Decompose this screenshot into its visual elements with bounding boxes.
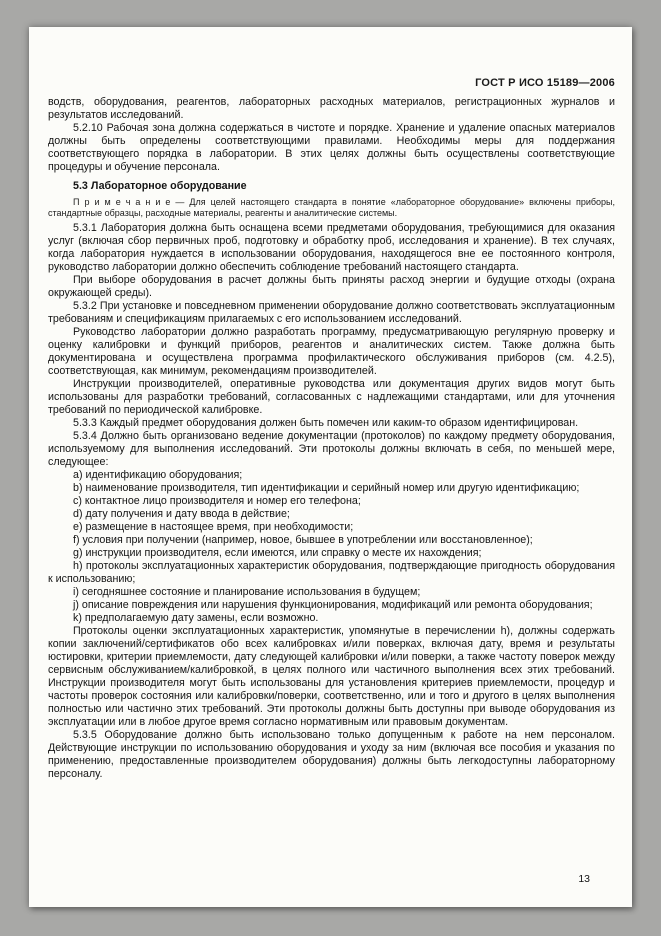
paragraph-performance-records: Протоколы оценки эксплуатационных характеристик, упомянутые в перечислении h), должны содержать копии заключений/сертификатов обо всех калибровках и/или поверках, включая дату, время и результаты юстировки, критерии приемлемости, дату следующей калибровки и/или поверки, а также частоту поверок между сервисным обслуживанием/калибровкой, в целях полного или частичного выполнения всех этих требований. Инструкции производителя могут быть использованы для установления критериев приемлемости, процедур и частоты проверок состояния или калибровки/поверки, соответственно, или и того и другого в целях выполнения полностью или частично этих требований. Эти протоколы должны быть доступны при выводе оборудования из эксплуатации или в любое другое время согласно нормативным или правовым документам.: [48, 625, 615, 728]
paragraph-5-3-4: 5.3.4 Должно быть организовано ведение документации (протоколов) по каждому предмету оборудования, используемому для выполнения исследований. Эти протоколы должны включать в себя, по меньшей мере, следующее:: [48, 430, 615, 468]
list-item-e: e) размещение в настоящее время, при необходимости;: [73, 521, 354, 533]
paragraph-equipment-selection: При выборе оборудования в расчет должны быть приняты расход энергии и будущие отходы (охрана окружающей среды).: [48, 274, 615, 299]
paragraph-intro-continuation: водств, оборудования, реагентов, лабораторных расходных материалов, регистрационных журналов и результатов исследований.: [48, 96, 615, 121]
heading-5-3: 5.3 Лабораторное оборудование: [73, 180, 247, 192]
list-item-d: d) дату получения и дату ввода в действие;: [73, 508, 290, 520]
page-number: 13: [578, 873, 590, 885]
paragraph-5-3-5: 5.3.5 Оборудование должно быть использовано только допущенным к работе на нем персоналом. Действующие инструкции по использованию оборудования и уходу за ним (включая все пособия и указания по применению, предоставленные производителем оборудования) должны быть легкодоступны лабораторному персоналу.: [48, 729, 615, 780]
paragraph-manufacturer-instructions: Инструкции производителей, оперативные руководства или документация других видов могут быть использованы для разработки требований, согласованных с надлежащими стандартами, или для уточнения требований по периодической калибровке.: [48, 378, 615, 416]
list-item-c: c) контактное лицо производителя и номер его телефона;: [73, 495, 361, 507]
paragraph-5-3-3: 5.3.3 Каждый предмет оборудования должен быть помечен или каким-то образом идентифицирован.: [73, 417, 579, 429]
document-page: [29, 27, 632, 907]
list-item-f: f) условия при получении (например, новое, бывшее в употреблении или восстановленное);: [73, 534, 533, 546]
paragraph-5-3-2: 5.3.2 При установке и повседневном применении оборудование должно соответствовать эксплуатационным требованиям и спецификациям прилагаемых с его использованием исследований.: [48, 300, 615, 325]
paragraph-5-2-10: 5.2.10 Рабочая зона должна содержаться в чистоте и порядке. Хранение и удаление опасных материалов должны быть определены соответствующими правилами. Необходимы меры для поддержания соответствующего порядка в лаборатории. В этих целях должны быть осуществлены соответствующие процедуры и обучение персонала.: [48, 122, 615, 173]
page-header: [48, 77, 615, 89]
list-item-a: a) идентификацию оборудования;: [73, 469, 243, 481]
list-item-h: h) протоколы эксплуатационных характеристик оборудования, подтверждающие пригодность оборудования к использованию;: [48, 560, 615, 585]
doc-code: ГОСТ Р ИСО 15189—2006: [475, 77, 615, 89]
list-item-k: k) предполагаемую дату замены, если возможно.: [73, 612, 319, 624]
list-item-g: g) инструкции производителя, если имеются, или справку о месте их нахождения;: [73, 547, 482, 559]
list-item-b: b) наименование производителя, тип идентификации и серийный номер или другую идентификацию;: [73, 482, 580, 494]
list-item-i: i) сегодняшнее состояние и планирование использования в будущем;: [73, 586, 421, 598]
paragraph-calibration-program: Руководство лаборатории должно разработать программу, предусматривающую регулярную проверку и оценку калибровки и функций приборов, реагентов и аналитических систем. Также должна быть документирована и осуществлена программа профилактического обслуживания приборов (см. 4.2.5), соответствующая, как минимум, рекомендациям производителей.: [48, 326, 615, 377]
page-content: [48, 96, 615, 781]
page-footer: [578, 873, 590, 885]
note-5-3: П р и м е ч а н и е — Для целей настоящего стандарта в понятие «лабораторное оборудование» включены приборы, стандартные образцы, расходные материалы, реагенты и аналитические системы.: [48, 197, 615, 218]
list-item-j: j) описание повреждения или нарушения функционирования, модификаций или ремонта оборудования;: [73, 599, 593, 611]
paragraph-5-3-1: 5.3.1 Лаборатория должна быть оснащена всеми предметами оборудования, требующимися для оказания услуг (включая сбор первичных проб, подготовку и обработку проб, исследования и хранение). В тех случаях, когда лаборатория нуждается в использовании оборудования, находящегося вне ее постоянного контроля, руководство лаборатории должно обеспечить соблюдение требований настоящего стандарта.: [48, 222, 615, 273]
